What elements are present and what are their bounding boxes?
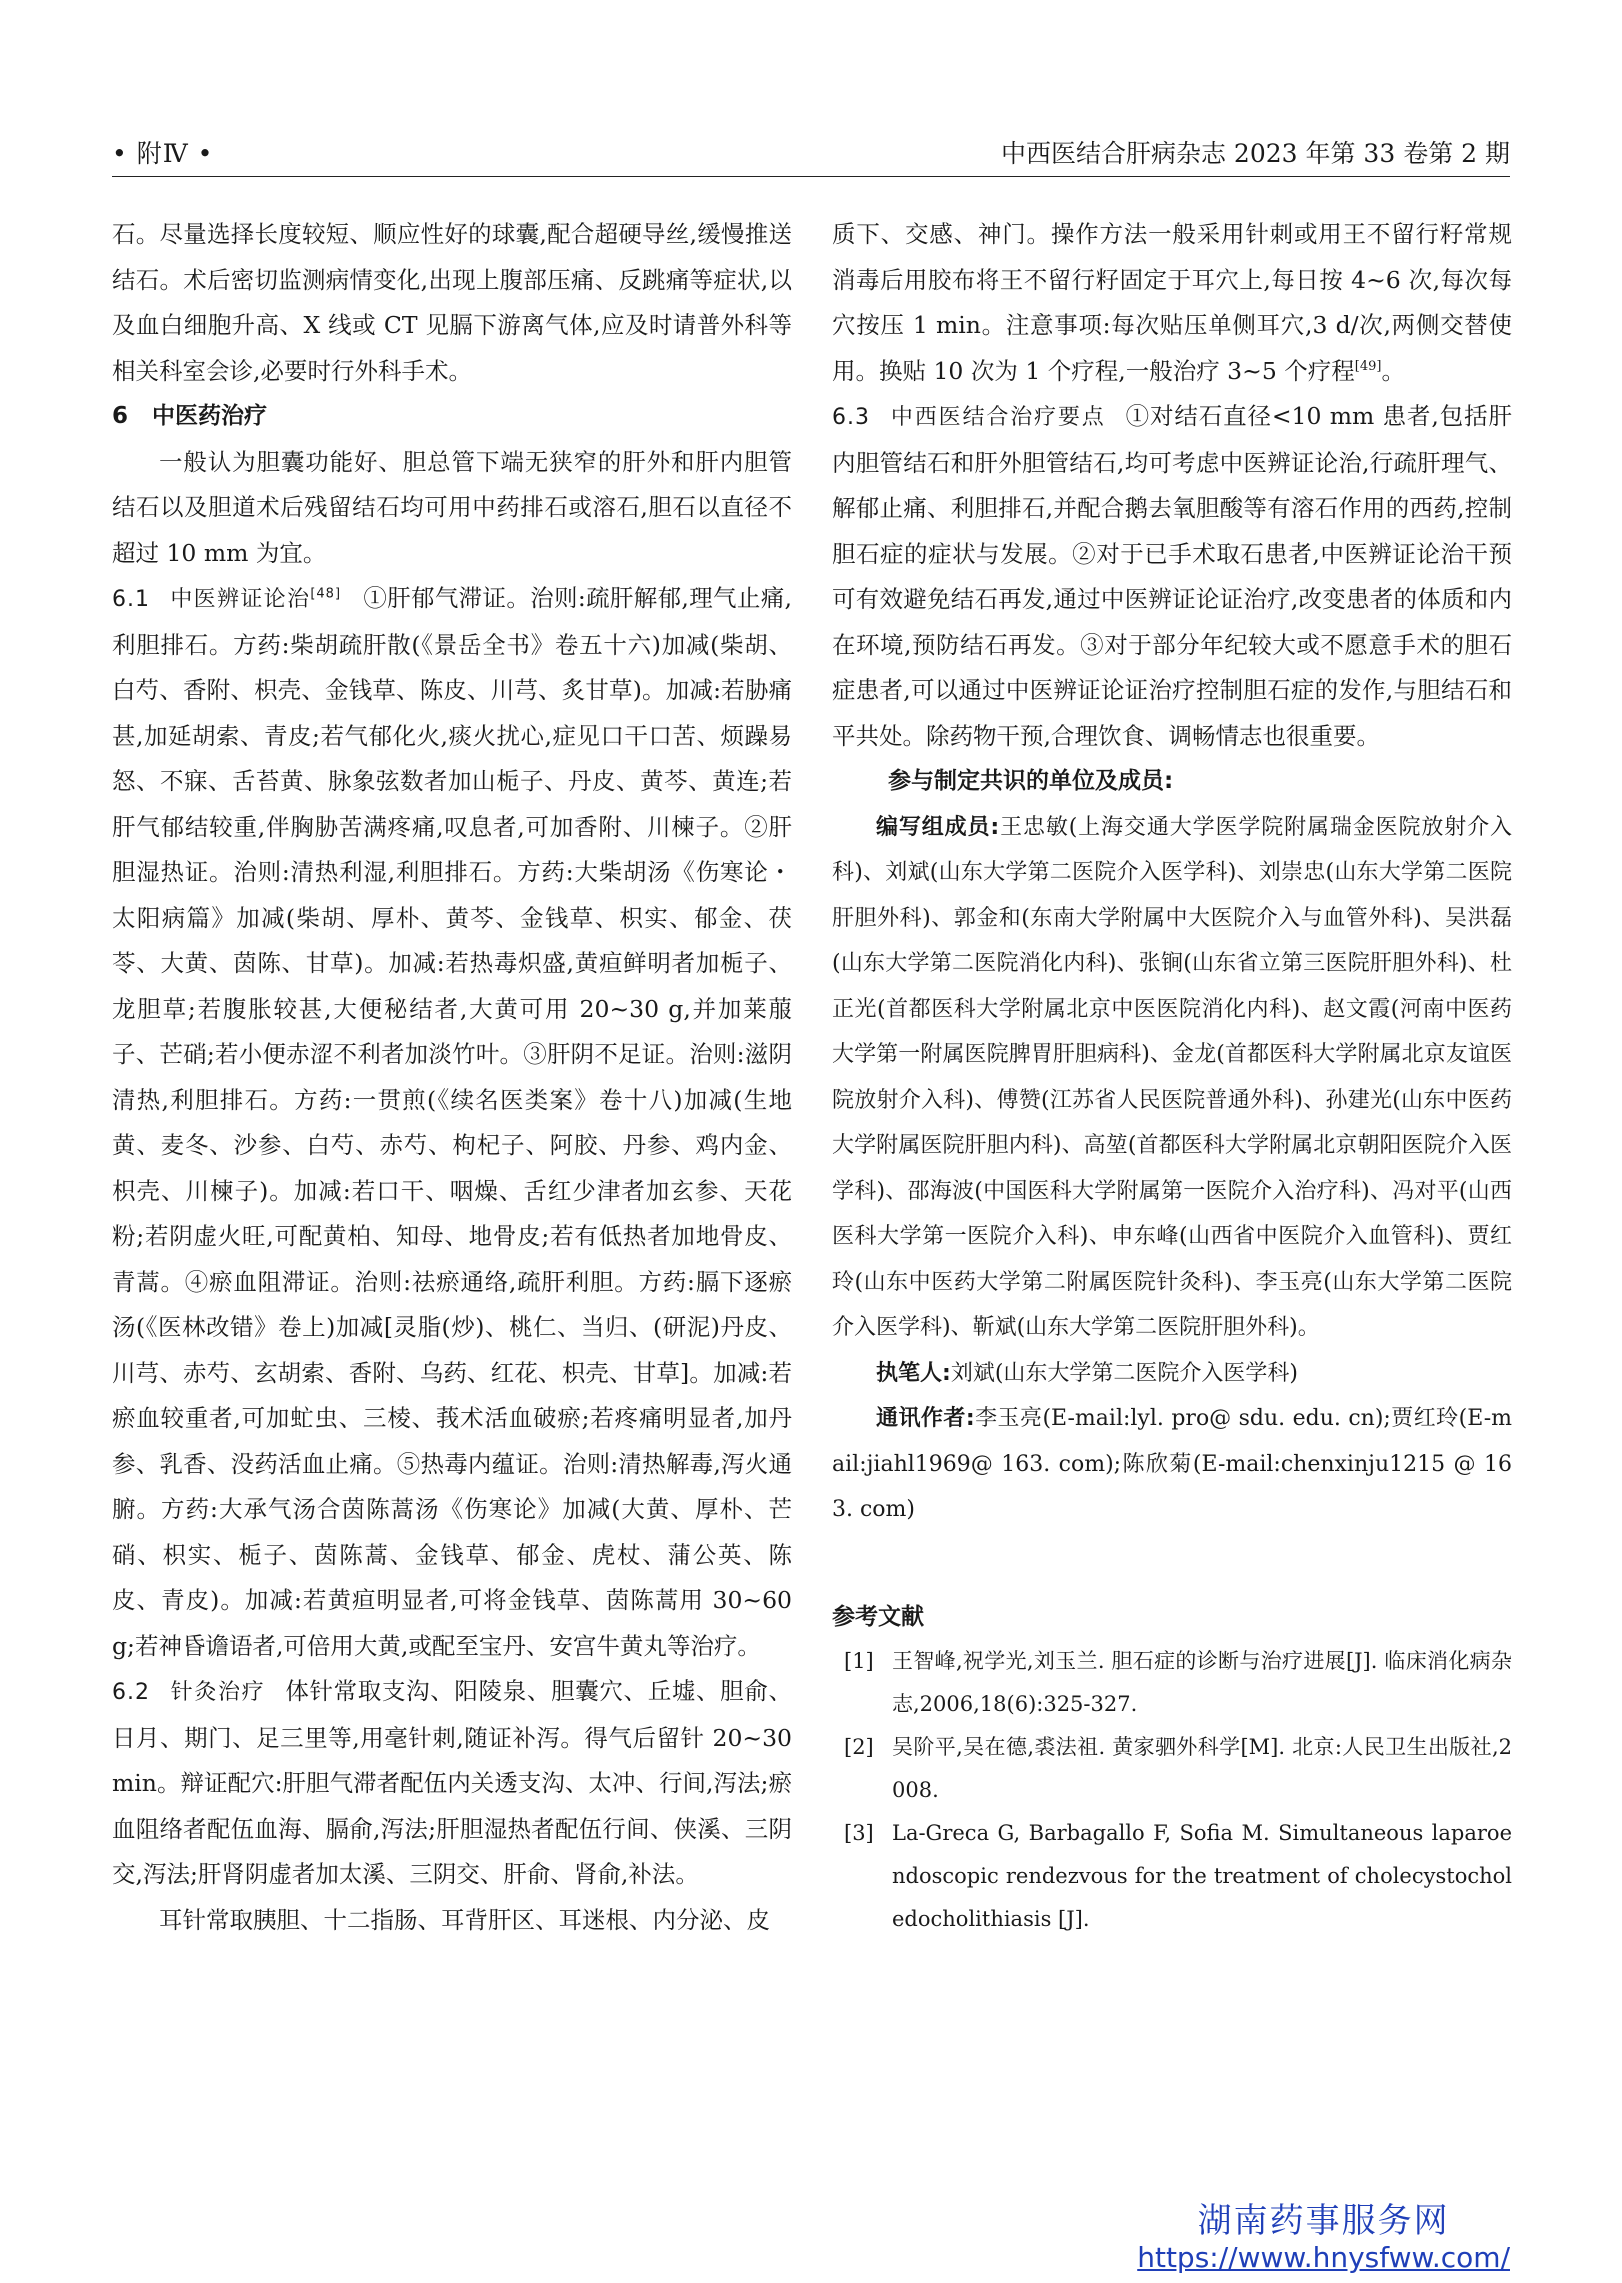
watermark-url-link[interactable]: https://www.hnysfww.com/ bbox=[1137, 2241, 1510, 2274]
site-watermark bbox=[1137, 2201, 1510, 2275]
section-number: 6.2 bbox=[112, 1680, 150, 1705]
punctuation: 。 bbox=[1381, 356, 1405, 385]
right-column bbox=[832, 212, 1512, 1941]
section-title: 针灸治疗 bbox=[170, 1680, 266, 1705]
left-column bbox=[112, 212, 792, 1943]
section-6-1-body: ①肝郁气滞证。治则:疏肝解郁,理气止痛,利胆排石。方药:柴胡疏肝散(《景岳全书》卷五十六)加减(柴胡、白芍、香附、枳壳、金钱草、陈皮、川芎、炙甘草)。加减:若胁痛甚,加延胡索、青皮;若气郁化火,痰火扰心,症见口干口苦、烦躁易怒、不寐、舌苔黄、脉象弦数者加山栀子、丹皮、黄芩、黄连;若肝气郁结较重,伴胸胁苦满疼痛,叹息者,可加香附、川楝子。②肝胆湿热证。治则:清热利湿,利胆排石。方药:大柴胡汤《伤寒论・太阳病篇》加减(柴胡、厚朴、黄芩、金钱草、枳实、郁金、茯苓、大黄、茵陈、甘草)。加减:若热毒炽盛,黄疸鲜明者加栀子、龙胆草;若腹胀较甚,大便秘结者,大黄可用 20~30 g,并加莱菔子、芒硝;若小便赤涩不利者加淡竹叶。③肝阴不足证。治则:滋阴清热,利胆排石。方药:一贯煎(《续名医类案》卷十八)加减(生地黄、麦冬、沙参、白芍、赤芍、枸杞子、阿胶、丹参、鸡内金、枳壳、川楝子)。加减:若口干、咽燥、舌红少津者加玄参、天花粉;若阴虚火旺,可配黄柏、知母、地骨皮;若有低热者加地骨皮、青蒿。④瘀血阻滞证。治则:祛瘀通络,疏肝利胆。方药:膈下逐瘀汤(《医林改错》卷上)加减[灵脂(炒)、桃仁、当归、(研泥)丹皮、川芎、赤芍、玄胡索、香附、乌药、红花、枳壳、甘草]。加减:若瘀血较重者,可加虻虫、三棱、莪术活血破瘀;若疼痛明显者,加丹参、乳香、没药活血止痛。⑤热毒内蕴证。治则:清热解毒,泻火通腑。方药:大承气汤合茵陈蒿汤《伤寒论》加减(大黄、厚朴、芒硝、枳实、栀子、茵陈蒿、金钱草、郁金、虎杖、蒲公英、陈皮、青皮)。加减:若黄疸明显者,可将金钱草、茵陈蒿用 30~60 g;若神昏谵语者,可倍用大黄,或配至宝丹、安宫牛黄丸等治疗。 bbox=[112, 584, 792, 1660]
section-title: 中西医结合治疗要点 bbox=[890, 405, 1106, 430]
reference-text: 王智峰,祝学光,刘玉兰. 胆石症的诊断与治疗进展[J]. 临床消化病杂志,2006,18(6):325-327. bbox=[892, 1649, 1512, 1716]
corresponding-label: 通讯作者: bbox=[876, 1406, 975, 1431]
reference-number: [2] bbox=[844, 1735, 874, 1759]
writing-group bbox=[832, 805, 1512, 1351]
writer-text: 刘斌(山东大学第二医院介入医学科) bbox=[950, 1360, 1298, 1386]
writing-group-text: 王忠敏(上海交通大学医学院附属瑞金医院放射介入科)、刘斌(山东大学第二医院介入医学科)、刘崇忠(山东大学第二医院肝胆外科)、郭金和(东南大学附属中大医院介入与血管外科)、吴洪磊(山东大学第二医院消化内科)、张锏(山东省立第三医院肝胆外科)、杜正光(首都医科大学附属北京中医医院消化内科)、赵文霞(河南中医药大学第一附属医院脾胃肝胆病科)、金龙(首都医科大学附属北京友谊医院放射介入科)、傅赞(江苏省人民医院普通外科)、孙建光(山东中医药大学附属医院肝胆内科)、高堃(首都医科大学附属北京朝阳医院介入医学科)、邵海波(中国医科大学附属第一医院介入治疗科)、冯对平(山西医科大学第一医院介入科)、申东峰(山西省中医院介入血管科)、贾红玲(山东中医药大学第二附属医院针灸科)、李玉亮(山东大学第二医院介入医学科)、靳斌(山东大学第二医院肝胆外科)。 bbox=[832, 814, 1512, 1340]
watermark-site-name: 湖南药事服务网 bbox=[1197, 2201, 1450, 2241]
paragraph-ear-acupuncture: 耳针常取胰胆、十二指肠、耳背肝区、耳迷根、内分泌、皮 bbox=[159, 1905, 770, 1934]
references-heading: 参考文献 bbox=[832, 1603, 924, 1630]
paragraph-text: 质下、交感、神门。操作方法一般采用针刺或用王不留行籽常规消毒后用胶布将王不留行籽固定于耳穴上,每日按 4~6 次,每次每穴按压 1 min。注意事项:每次贴压单侧耳穴,3 d/次,两侧交替使用。换贴 10 次为 1 个疗程,一般治疗 3~5 个疗程 bbox=[832, 220, 1512, 385]
corresponding-text: 李玉亮(E-mail:lyl. pro@ sdu. edu. cn);贾红玲(E-mail:jiahl1969@ 163. com);陈欣菊(E-mail:chenxinju1215 @ 163. com) bbox=[832, 1406, 1512, 1522]
paragraph-ear-acupuncture-cont bbox=[832, 212, 1512, 394]
reference-text: 吴阶平,吴在德,裘法祖. 黄家驷外科学[M]. 北京:人民卫生出版社,2008. bbox=[892, 1735, 1512, 1802]
section-6-1 bbox=[112, 576, 792, 1669]
section-title: 中医药治疗 bbox=[152, 403, 268, 429]
running-header-journal: 中西医结合肝病杂志 2023 年第 33 卷第 2 期 bbox=[1000, 139, 1510, 168]
section-title: 中医辨证论治 bbox=[170, 587, 311, 612]
citation: [49] bbox=[1354, 358, 1382, 374]
paragraph-stone-removal: 石。尽量选择长度较短、顺应性好的球囊,配合超硬导丝,缓慢推送结石。术后密切监测病情变化,出现上腹部压痛、反跳痛等症状,以及血白细胞升高、X 线或 CT 见膈下游离气体,应及时请普外科等相关科室会诊,必要时行外科手术。 bbox=[112, 220, 792, 385]
reference-item bbox=[832, 1726, 1512, 1812]
section-6-2-heading bbox=[112, 1680, 285, 1705]
reference-number: [1] bbox=[844, 1649, 874, 1673]
running-header-page: • 附Ⅳ • bbox=[112, 139, 214, 168]
writer bbox=[832, 1351, 1512, 1397]
writer-label: 执笔人: bbox=[876, 1360, 951, 1386]
section-6-1-heading bbox=[112, 587, 363, 612]
reference-item bbox=[832, 1812, 1512, 1941]
section-6-3-heading bbox=[832, 405, 1126, 430]
reference-item bbox=[832, 1640, 1512, 1726]
section-number: 6.1 bbox=[112, 587, 150, 612]
reference-number: [3] bbox=[844, 1821, 874, 1845]
section-6-2 bbox=[112, 1669, 792, 1898]
reference-text: La-Greca G, Barbagallo F, Sofia M. Simultaneous laparoendoscopic rendezvous for the treatment of cholecystocholedocholithiasis [J]. bbox=[892, 1821, 1512, 1931]
section-6-heading bbox=[112, 394, 792, 440]
writing-group-label: 编写组成员: bbox=[876, 814, 1000, 840]
paragraph-tcm-intro: 一般认为胆囊功能好、胆总管下端无狭窄的肝外和肝内胆管结石以及胆道术后残留结石均可用中药排石或溶石,胆石以直径不超过 10 mm 为宜。 bbox=[112, 447, 792, 567]
corresponding-authors bbox=[832, 1396, 1512, 1533]
section-number: 6.3 bbox=[832, 405, 870, 430]
section-6-3-body: ①对结石直径<10 mm 患者,包括肝内胆管结石和肝外胆管结石,均可考虑中医辨证论治,行疏肝理气、解郁止痛、利胆排石,并配合鹅去氧胆酸等有溶石作用的西药,控制胆石症的症状与发展。②对于已手术取石患者,中医辨证论治干预可有效避免结石再发,通过中医辨证论证治疗,改变患者的体质和内在环境,预防结石再发。③对于部分年纪较大或不愿意手术的胆石症患者,可以通过中医辨证论证治疗控制胆石症的发作,与胆结石和平共处。除药物干预,合理饮食、调畅情志也很重要。 bbox=[832, 402, 1512, 750]
members-heading: 参与制定共识的单位及成员: bbox=[888, 768, 1174, 794]
section-number: 6 bbox=[112, 403, 129, 429]
section-6-3 bbox=[832, 394, 1512, 759]
section-6-2-body: 体针常取支沟、阳陵泉、胆囊穴、丘墟、胆俞、日月、期门、足三里等,用毫针刺,随证补泻。得气后留针 20~30 min。辩证配穴:肝胆气滞者配伍内关透支沟、太冲、行间,泻法;瘀血阻络者配伍血海、膈俞,泻法;肝胆湿热者配伍行间、侠溪、三阴交,泻法;肝肾阴虚者加太溪、三阴交、肝俞、肾俞,补法。 bbox=[112, 1677, 792, 1888]
citation: [48] bbox=[310, 586, 342, 602]
header-rule bbox=[112, 176, 1510, 177]
